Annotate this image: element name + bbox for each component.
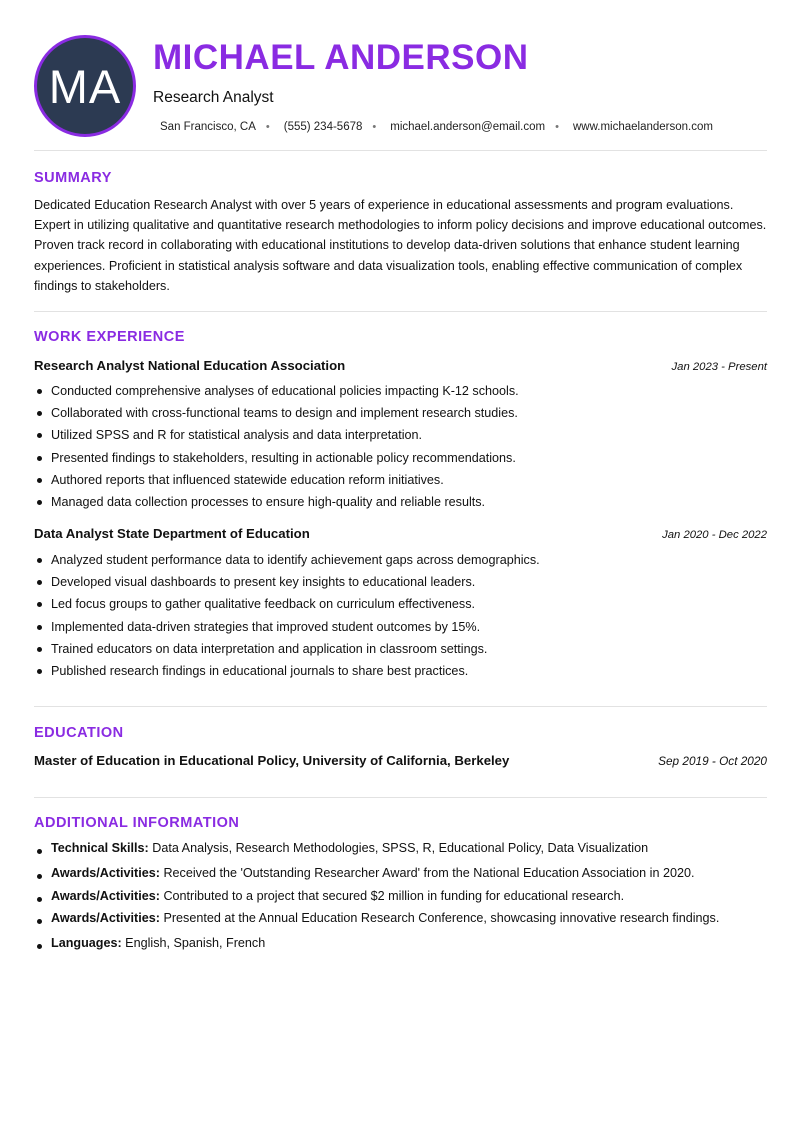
job-bullet-list — [34, 549, 767, 682]
summary-heading: SUMMARY — [34, 170, 112, 186]
job-dates: Jan 2023 - Present — [671, 361, 767, 373]
education-dates: Sep 2019 - Oct 2020 — [658, 754, 767, 768]
avatar — [34, 35, 136, 137]
additional-item-label: Awards/Activities: — [51, 911, 160, 925]
contact-phone: (555) 234-5678 — [283, 121, 363, 133]
additional-item-text: English, Spanish, French — [121, 936, 266, 950]
contact-line — [160, 121, 713, 133]
job-bullet: Implemented data-driven strategies that improved student outcomes by 15%. — [34, 616, 767, 638]
candidate-role: Research Analyst — [153, 89, 274, 106]
education-entry — [34, 753, 767, 768]
avatar-initials: MA — [48, 59, 122, 113]
job-bullet: Managed data collection processes to ensure high-quality and reliable results. — [34, 491, 767, 513]
additional-item-text: Data Analysis, Research Methodologies, SPSS, R, Educational Policy, Data Visualization — [148, 841, 649, 855]
section-divider — [34, 150, 767, 151]
additional-item — [34, 866, 774, 889]
job-dates: Jan 2020 - Dec 2022 — [662, 529, 767, 541]
additional-list — [34, 841, 774, 958]
additional-item — [34, 936, 774, 958]
additional-item-text: Contributed to a project that secured $2 million in funding for educational research. — [159, 889, 625, 903]
job-header — [34, 526, 767, 541]
resume-header — [0, 0, 800, 150]
contact-location: San Francisco, CA — [160, 121, 256, 133]
job-bullet: Led focus groups to gather qualitative feedback on curriculum effectiveness. — [34, 593, 767, 615]
job-bullet-list — [34, 380, 767, 513]
job-bullet: Authored reports that influenced statewide education reform initiatives. — [34, 469, 767, 491]
experience-heading: WORK EXPERIENCE — [34, 329, 185, 345]
job-bullet: Utilized SPSS and R for statistical analysis and data interpretation. — [34, 424, 767, 446]
education-heading: EDUCATION — [34, 725, 124, 741]
job-bullet: Trained educators on data interpretation and application in classroom settings. — [34, 638, 767, 660]
separator-dot-icon: • — [555, 121, 559, 133]
additional-item-label: Awards/Activities: — [51, 889, 160, 903]
separator-dot-icon: • — [372, 121, 377, 133]
additional-item — [34, 841, 774, 866]
summary-text: Dedicated Education Research Analyst with over 5 years of experience in educational assessments and program evaluations. Expert in utilizing qualitative and quantitative research methodologies to inform policy decisions and improve educational outcomes. Proven track record in collaborating with educational institutions to develop data-driven solutions that enhance student learning experiences. Proficient in statistical analysis software and data visualization tools, enabling effective communication of complex findings to stakeholders. — [34, 198, 767, 293]
job-bullet: Presented findings to stakeholders, resulting in actionable policy recommendations. — [34, 447, 767, 469]
section-divider — [34, 311, 767, 312]
section-divider — [34, 797, 767, 798]
additional-item-label: Technical Skills: — [51, 841, 149, 855]
additional-item-text: Received the 'Outstanding Researcher Award' from the National Education Association in 2020. — [159, 866, 695, 880]
additional-heading: ADDITIONAL INFORMATION — [34, 815, 240, 831]
contact-email[interactable]: michael.anderson@email.com — [390, 121, 546, 133]
additional-item-text: Presented at the Annual Education Research Conference, showcasing innovative research findings. — [159, 911, 720, 925]
additional-item — [34, 911, 774, 936]
job-title: Data Analyst State Department of Education — [34, 526, 310, 541]
additional-item — [34, 889, 774, 911]
section-divider — [34, 706, 767, 707]
additional-item-label: Languages: — [51, 936, 122, 950]
separator-dot-icon: • — [265, 121, 270, 133]
job-bullet: Collaborated with cross-functional teams to design and implement research studies. — [34, 402, 767, 424]
education-degree: Master of Education in Educational Policy, University of California, Berkeley — [34, 753, 510, 768]
job-bullet: Analyzed student performance data to identify achievement gaps across demographics. — [34, 549, 767, 571]
job-bullet: Published research findings in educational journals to share best practices. — [34, 660, 767, 682]
job-bullet: Developed visual dashboards to present key insights to educational leaders. — [34, 571, 767, 593]
contact-website[interactable]: www.michaelanderson.com — [572, 121, 713, 133]
job-title: Research Analyst National Education Association — [34, 358, 346, 373]
job-header — [34, 358, 767, 373]
job-bullet: Conducted comprehensive analyses of educational policies impacting K-12 schools. — [34, 380, 767, 402]
additional-item-label: Awards/Activities: — [51, 866, 160, 880]
candidate-name: MICHAEL ANDERSON — [153, 38, 529, 77]
